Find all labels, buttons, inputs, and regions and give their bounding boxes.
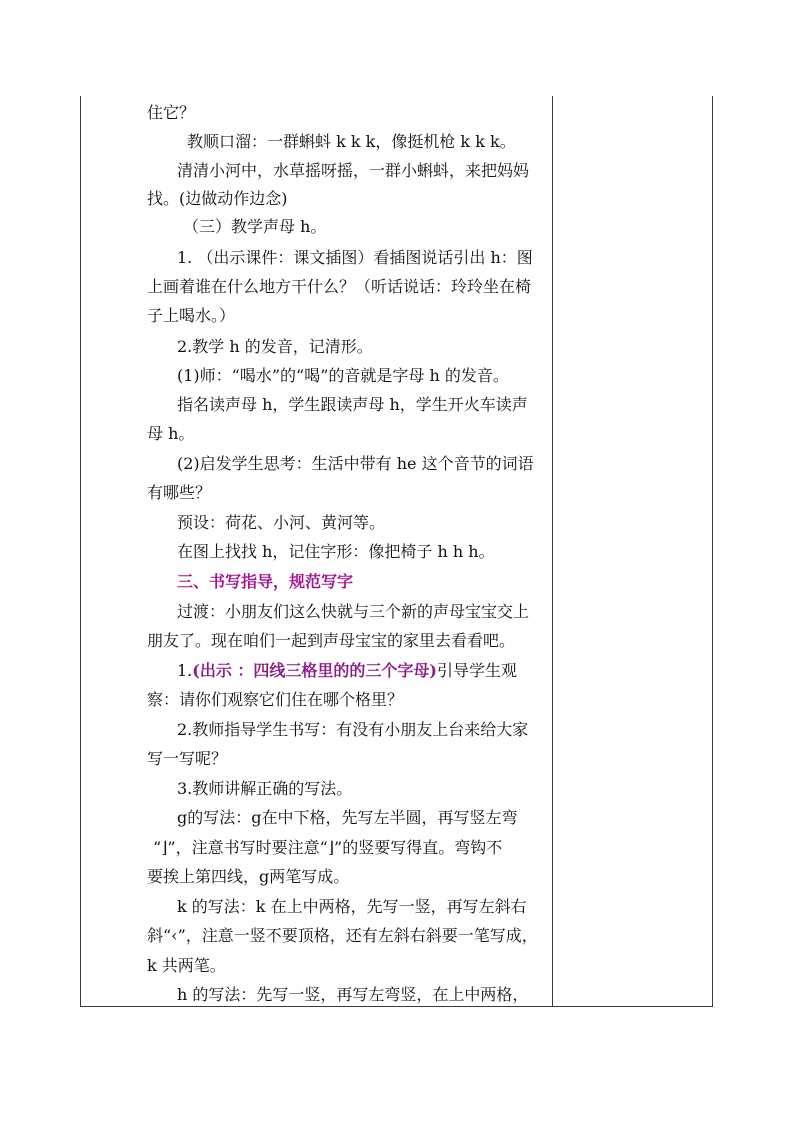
text-line: k 共两笔。 [147,956,226,975]
text-line: 子上喝水。） [147,306,236,325]
text-line: 在图上找找 h，记住字形：像把椅子 h h h。 [177,542,495,561]
text-line: 察：请你们观察它们住在哪个格里？ [147,690,404,709]
text-line: 过渡：小朋友们这么快就与三个新的声母宝宝交上 [177,602,530,621]
table-left-border [80,96,81,1007]
text-line: 2.教师指导学生书写：有没有小朋友上台来给大家 [177,720,529,739]
text-line: k 的写法：k 在上中两格，先写一竖，再写左斜右 [177,897,527,916]
text-suffix: 引导学生观 [436,661,517,680]
text-line: 斜“‹”，注意一竖不要顶格，还有左斜右斜要一笔写成， [147,926,538,945]
section-heading: （三）教学声母 h。 [183,217,327,236]
text-line: 清清小河中，水草摇呀摇，一群小蝌蚪，来把妈妈 [177,161,530,180]
text-line: 要挨上第四线，g两笔写成。 [147,867,350,886]
text-line: 母 h。 [147,424,195,443]
text-line: h 的写法：先写一竖，再写左弯竖，在上中两格， [177,985,529,1004]
text-line: 2.教学 h 的发音，记清形。 [177,337,373,356]
text-line: (1)师：“喝水”的“喝”的音就是字母 h 的发音。 [177,366,509,385]
section-heading: 三、书写指导，规范写字 [177,572,354,591]
table-right-border [712,96,713,1007]
table-middle-border [552,96,553,1007]
text-line: 住它？ [147,103,196,122]
text-line: 指名读声母 h，学生跟读声母 h，学生开火车读声 [177,395,528,414]
text-line: 预设：荷花、小河、黄河等。 [177,513,386,532]
step-number: 1. [177,661,193,680]
text-line: “⌋”，注意书写时要注意“⌋”的竖要写得直。弯钩不 [153,838,503,857]
text-line: 1. （出示课件：课文插图）看插图说话引出 h：图 [177,248,533,267]
text-line: 教顺口溜：一群蝌蚪 k k k，像挺机枪 k k k。 [187,132,516,151]
text-line: (2)启发学生思考：生活中带有 he 这个音节的词语 [177,454,534,473]
text-line: 有哪些？ [147,483,212,502]
text-line: 写一写呢？ [147,749,228,768]
text-line: g的写法：g在中下格，先写左半圆，再写竖左弯 [177,808,518,827]
text-line: 3.教师讲解正确的写法。 [177,779,353,798]
text-line: 上画着谁在什么地方干什么？（听话说话：玲玲坐在椅 [147,277,532,296]
text-line: 朋友了。现在咱们一起到声母宝宝的家里去看看吧。 [147,631,516,650]
text-line [177,658,517,684]
emphasized-text: (出示 ：四线三格里的的三个字母) [192,661,437,680]
text-line: 找。(边做动作边念) [147,189,288,208]
